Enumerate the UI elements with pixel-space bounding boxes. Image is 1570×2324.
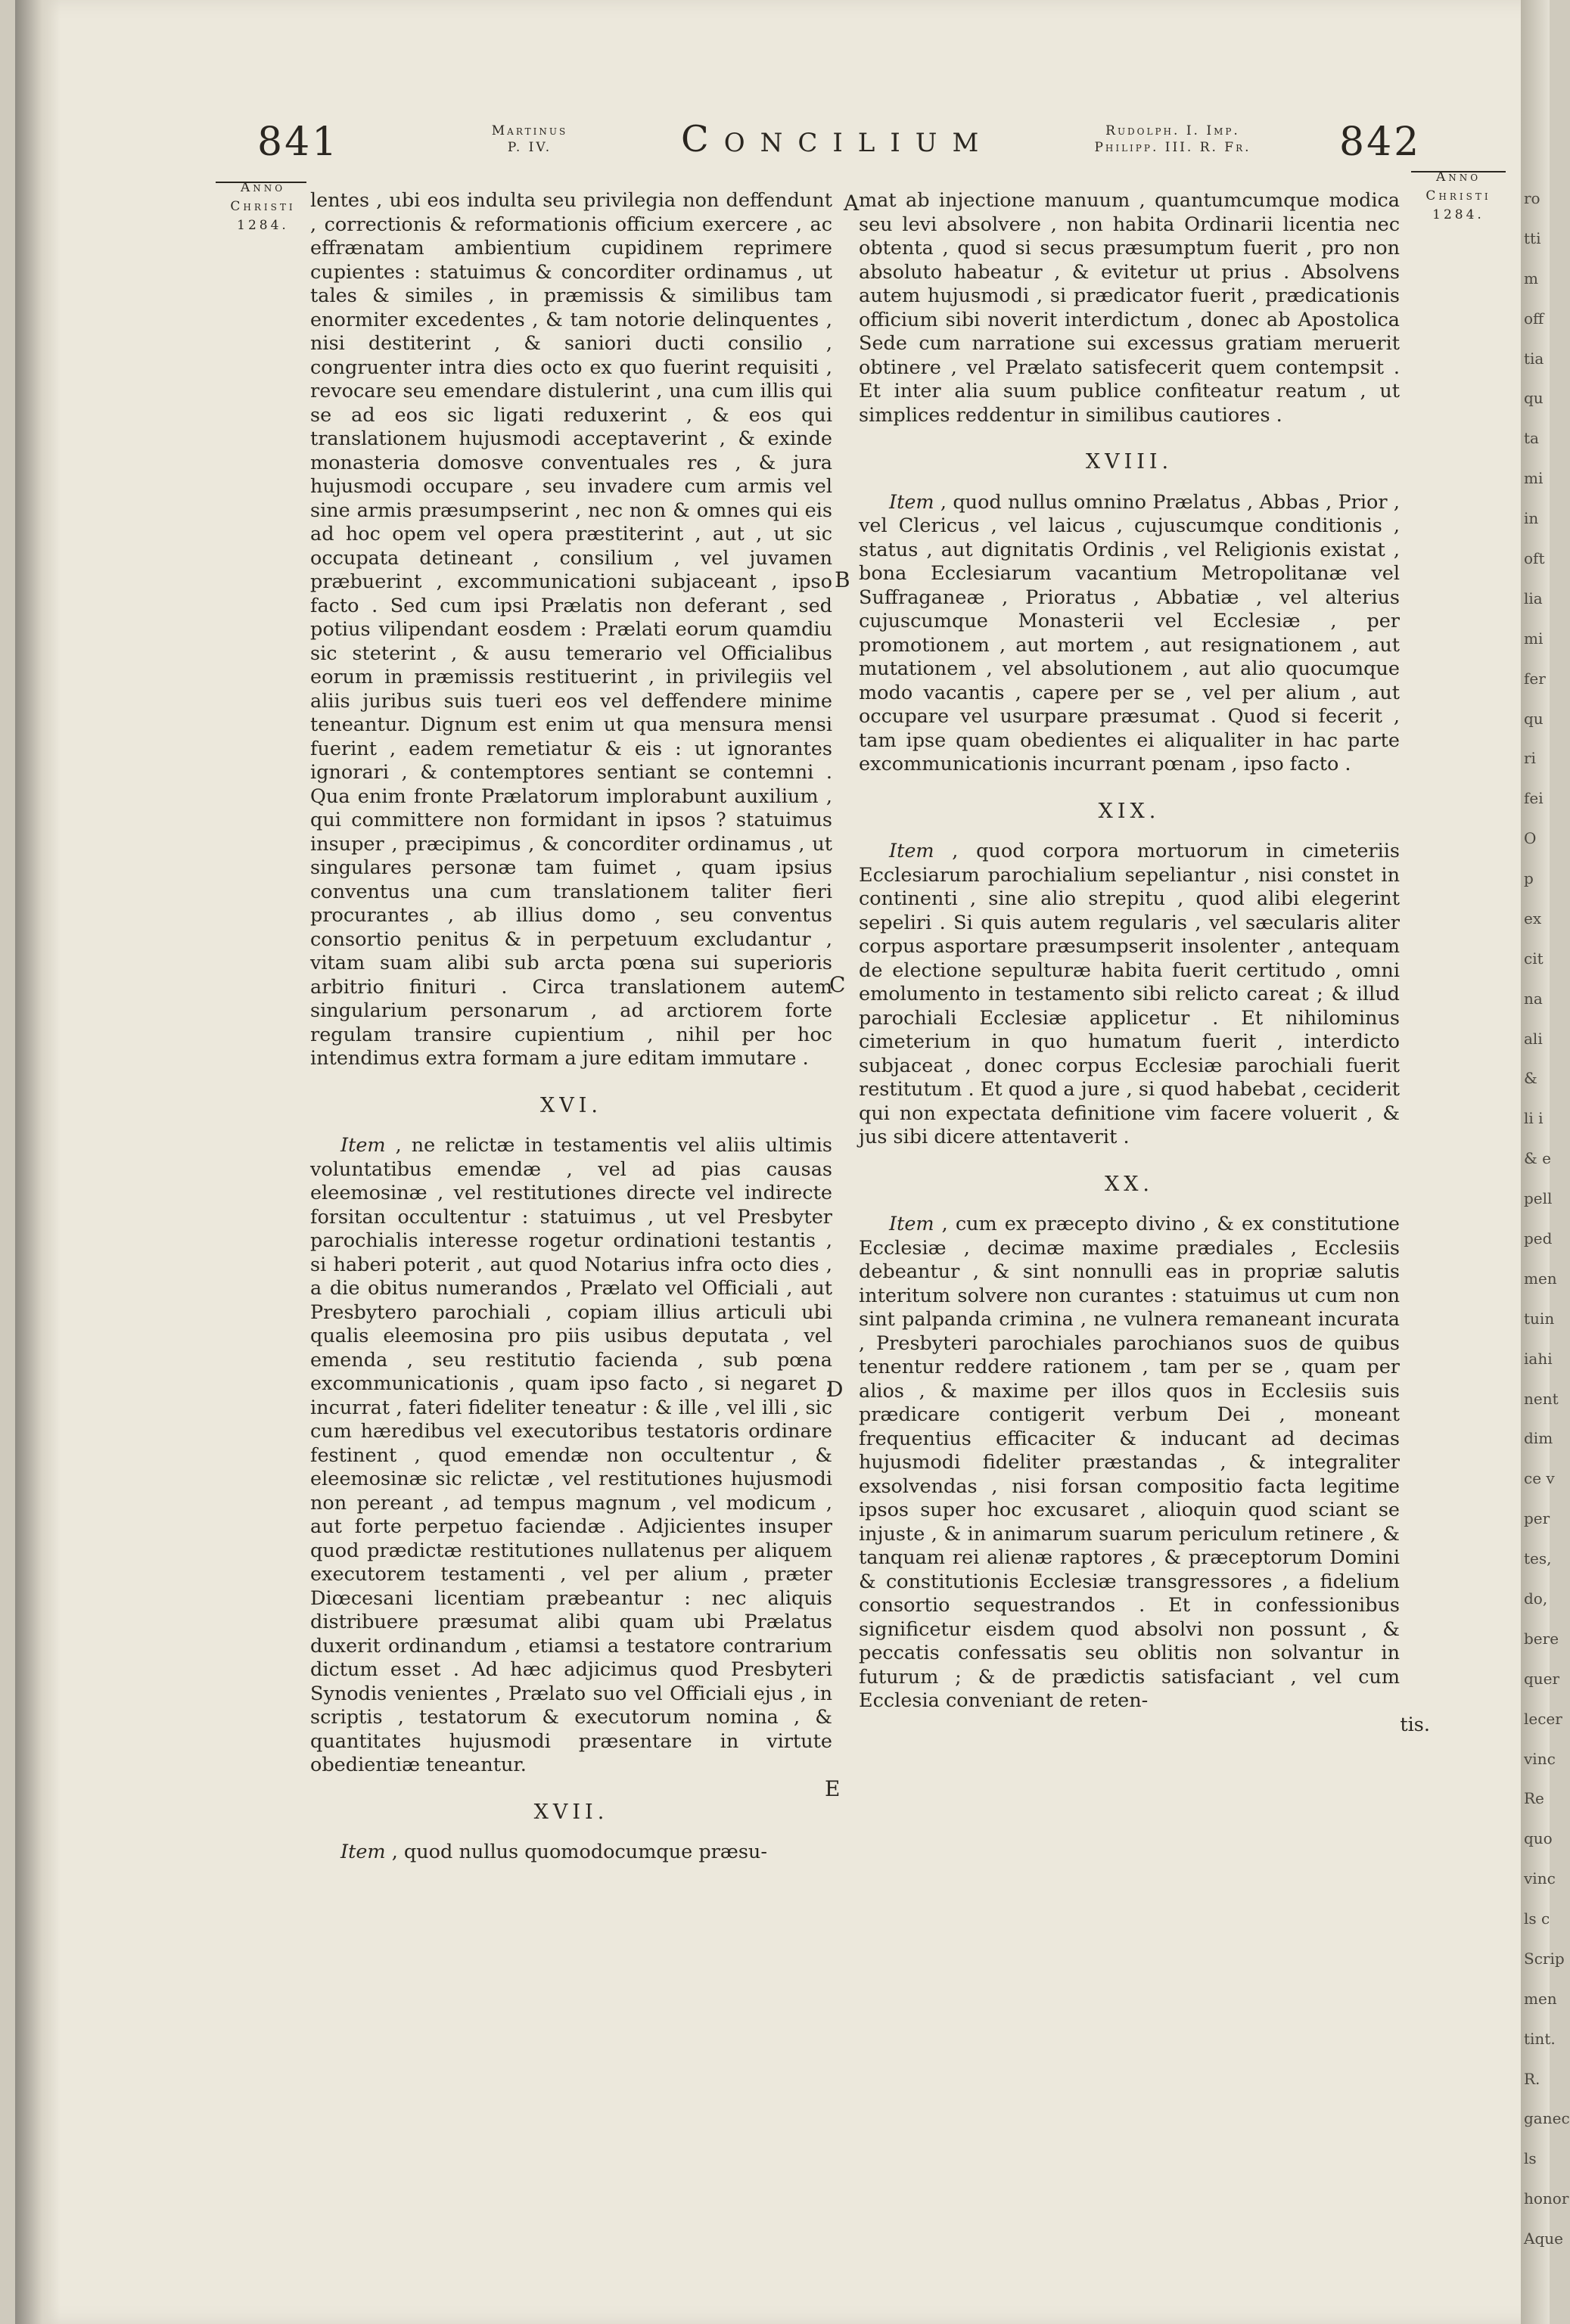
adjacent-page-fragment: & e	[1524, 1149, 1551, 1167]
adjacent-page-fragment: cit	[1524, 949, 1544, 968]
adjacent-page-fragment: ta	[1524, 429, 1539, 447]
adjacent-page-fragment: fer	[1524, 670, 1546, 688]
right-paragraph-2-text: , quod nullus omnino Prælatus , Abbas , Prior , vel Clericus , vel laicus , cujuscumque conditionis , status , aut dignitatis Ordinis , vel Religionis existat , bona Ecclesiarum vacantium Metropolitanæ vel Suffraganeæ , Prioratus , Abbatiæ , vel alterius cujuscumque Monasterii vel Ecclesiæ , per promotionem , aut mortem , aut resignationem , aut mutationem , vel absolutionem , aut alio quocumque modo vacantis , capere per se , vel per alium , aut occupare vel usurpare præsumat . Quod si fecerit , tam ipse quam obedientes ei aliqualiter in hac parte excommunicationis incurrant pœnam , ipso facto .	[859, 490, 1400, 775]
adjacent-page-fragment: in	[1524, 509, 1539, 527]
left-paragraph-2	[310, 1134, 832, 1778]
item-word: Item	[889, 490, 934, 514]
right-paragraph-3-text: , quod corpora mortuorum in cimeteriis Ecclesiarum parochialium sepeliantur , nisi constet in continenti , sine alio strepitu , quod alibi elegerint sepeliri . Si quis autem regularis , vel sæcularis aliter corpus asportare præsumpserit insolenter , antequam de electione sepulturæ habita fuerit certitudo , omni emolumento in testamento sibi relicto careat ; & illud parochiali Ecclesiæ applicetur . Et nihilominus cimeterium in quo humatum fuerit , interdicto subjaceat , donec corpus Ecclesiæ parochiali fuerit restitutum . Et quod a jure , si quod habebat , ceciderit qui non expectata definitione vim facere voluerit , & jus sibi dicere attentaverit .	[859, 840, 1400, 1148]
adjacent-page-fragment: Re	[1524, 1789, 1544, 1807]
section-letter-c: C	[829, 972, 846, 997]
adjacent-page-fragment: O	[1524, 829, 1537, 847]
adjacent-page-fragment: dim	[1524, 1429, 1553, 1447]
item-word: Item	[340, 1841, 386, 1863]
adjacent-page-edge	[1521, 0, 1570, 2324]
adjacent-page-fragment: ls	[1524, 2149, 1537, 2167]
adjacent-page-fragment: ro	[1524, 189, 1540, 207]
header-pope-number: P. IV.	[507, 140, 552, 155]
header-rulers	[1059, 123, 1286, 156]
adjacent-page-fragment: nent	[1524, 1390, 1559, 1408]
adjacent-page-fragment: m	[1524, 269, 1538, 287]
adjacent-page-fragment: bere	[1524, 1630, 1559, 1648]
right-paragraph-4	[859, 1213, 1400, 1713]
adjacent-page-fragment: vinc	[1524, 1750, 1556, 1768]
header-emperor: Rudolph. I. Imp.	[1105, 123, 1240, 138]
adjacent-page-fragment: mi	[1524, 629, 1544, 648]
adjacent-page-fragment: off	[1524, 309, 1544, 328]
header-title: Concilium	[681, 118, 994, 160]
section-heading-17: XVII.	[533, 1800, 609, 1824]
catchword: tis.	[1400, 1713, 1430, 1736]
adjacent-page-fragment: Aque	[1524, 2229, 1563, 2248]
adjacent-page-fragment: tia	[1524, 350, 1544, 368]
item-word: Item	[889, 840, 934, 862]
adjacent-page-fragment: qu	[1524, 710, 1544, 728]
adjacent-page-fragment: lia	[1524, 589, 1543, 607]
adjacent-page-fragment: li i	[1524, 1109, 1544, 1127]
right-paragraph-4-text: , cum ex præcepto divino , & ex constitutione Ecclesiæ , decimæ maxime prædiales , Ecclesiis debeantur , & sint nonnulli eas in propriæ salutis interitum solvere non curantes : statuimus ut cum non sint palpanda crimina , ne vulnera remaneant incurata , Presbyteri parochiales parochianos suos de quibus tenentur reddere rationem , tam per se , quam per alios , & maxime per illos quos in Ecclesiis suis prædicare contigerit verbum Dei , moneant frequentius efficaciter & inducant ad decimas hujusmodi fideliter præstandas , & integraliter exsolvendas , nisi forsan compositio facta legitime ipsos super hoc excusaret , alioquin quod sciant se injuste , & in animarum suarum periculum retinere , & tanquam rei alienæ raptores , & præceptorum Domini & constitutionis Ecclesiæ transgressores , a fidelium consortio sequestrandos . Et in confessionibus significetur eisdem quod absolvi non possunt , & peccatis confessatis seu oblitis non solvantur in futurum ; & de prædictis satisfaciant , vel cum Ecclesia conveniant de reten-	[859, 1213, 1400, 1712]
page-number-right: 842	[1339, 120, 1422, 165]
year-note-right-christi: Christi	[1425, 188, 1491, 204]
adjacent-page-fragment: pell	[1524, 1189, 1553, 1207]
adjacent-page-fragment: lecer	[1524, 1710, 1562, 1728]
section-heading-20: XX.	[1104, 1172, 1155, 1196]
adjacent-page-fragment: ex	[1524, 909, 1542, 927]
section-heading-18: XVIII.	[1085, 450, 1174, 474]
adjacent-page-fragment: quo	[1524, 1829, 1553, 1847]
left-paragraph-2-text: , ne relictæ in testamentis vel aliis ultimis voluntatibus emendæ , vel ad pias causas eleemosinæ , vel restitutiones directe vel indirecte forsitan occultentur : statuimus , ut vel Presbyter parochialis interesse rogetur ordinationi testantis , si haberi poterit , aut quod Notarius infra octo dies , a die obitus numerandos , Prælato vel Officiali , aut Presbytero parochiali , copiam illius articuli ubi qualis eleemosina pro piis usibus deputata , vel emenda , seu restitutio facienda , sub pœna excommunicationis , quam ipso facto , si negaret , incurrat , fateri fideliter teneatur : & ille , vel illi , sic cum hæredibus vel executoribus testatoris ordinare festinent , quod emendæ non occultentur , & eleemosinæ sic relictæ , vel restitutiones hujusmodi non pereant , ad tempus magnum , vel modicum , aut forte perpetuo faciendæ . Adjicientes insuper quod prædictæ restitutiones nullatenus per aliquem executorem testamenti , vel per alium , præter Diœcesani licentiam præbeantur : nec aliquis distribuere præsumat alibi quam ubi Prælatus duxerit ordinandum , etiamsi a testatore contrarium dictum esset . Ad hæc adjicimus quod Presbyteri Synodis venientes , Prælato suo vel Officiali ejus , in scriptis , testatorum & executorum nomina , & quantitates hujusmodi præsentare in virtute obedientiæ teneantur.	[310, 1134, 832, 1776]
adjacent-page-fragment: iahi	[1524, 1350, 1553, 1368]
section-heading-16: XVI.	[540, 1093, 602, 1117]
adjacent-page-fragment: vinc	[1524, 1869, 1556, 1887]
section-letter-e: E	[825, 1776, 841, 1801]
right-paragraph-1: mat ab injectione manuum , quantumcumque modica seu levi absolvere , non habita Ordinarii licentia nec obtenta , quod si secus præsumptum fuerit , pro non absoluto habeatur , & evitetur ut prius . Absolvens autem hujusmodi , si prædicator fuerit , prædicationis officium sibi noverit interdictum , donec ab Apostolica Sede cum narratione sui excessus gratiam meruerit obtinere , vel Prælato satisfecerit quem contempsit . Et inter alia suum publice confiteatur reatum , ut simplices reddentur in similibus cautiores .	[859, 189, 1400, 427]
adjacent-page-fragment: ali	[1524, 1030, 1543, 1048]
right-column	[859, 189, 1430, 1737]
adjacent-page-fragment: tti	[1524, 229, 1541, 247]
adjacent-page-fragment: men	[1524, 1269, 1557, 1288]
adjacent-page-fragment: R.	[1524, 2070, 1540, 2088]
adjacent-page-fragment: na	[1524, 990, 1543, 1008]
header-pope-name: Martinus	[491, 123, 568, 138]
adjacent-page-fragment: fei	[1524, 789, 1544, 807]
section-letter-d: D	[826, 1377, 844, 1402]
adjacent-page-fragment: honor	[1524, 2189, 1569, 2207]
adjacent-page-fragment: per	[1524, 1509, 1550, 1527]
year-note-right-year: 1284.	[1432, 207, 1485, 222]
item-word: Item	[340, 1134, 386, 1157]
adjacent-page-fragment: quer	[1524, 1670, 1560, 1688]
adjacent-page-fragment: p	[1524, 869, 1534, 887]
adjacent-page-fragment: tes,	[1524, 1549, 1552, 1567]
adjacent-page-fragment: men	[1524, 1990, 1557, 2008]
adjacent-page-fragment: ri	[1524, 749, 1536, 767]
section-letter-b: B	[835, 567, 850, 592]
year-note-left-anno: Anno	[240, 180, 286, 195]
page-number-left: 841	[257, 120, 340, 165]
right-paragraph-2	[859, 491, 1400, 777]
section-heading-19: XIX.	[1098, 799, 1161, 823]
adjacent-page-fragment: ganec	[1524, 2109, 1570, 2127]
year-note-left	[216, 179, 310, 235]
adjacent-page-fragment: qu	[1524, 389, 1544, 407]
left-paragraph-3-text: , quod nullus quomodocumque præsu-	[385, 1841, 767, 1863]
adjacent-page-fragment: Scrip	[1524, 1950, 1565, 1968]
header-pope	[454, 123, 605, 156]
running-head	[0, 113, 1550, 174]
adjacent-page-fragment: ped	[1524, 1229, 1553, 1247]
year-note-right-anno: Anno	[1435, 169, 1481, 185]
adjacent-page-fragment: do,	[1524, 1589, 1548, 1608]
left-paragraph-3	[310, 1841, 832, 1865]
year-note-right	[1411, 168, 1506, 225]
year-note-left-year: 1284.	[237, 218, 289, 233]
gutter-shadow	[15, 0, 61, 2324]
year-note-left-christi: Christi	[230, 199, 296, 214]
adjacent-page-fragment: ls c	[1524, 1909, 1550, 1928]
right-paragraph-3	[859, 840, 1400, 1150]
adjacent-page-fragment: tuin	[1524, 1310, 1555, 1328]
adjacent-page-fragment: ce v	[1524, 1469, 1555, 1487]
adjacent-page-fragment: mi	[1524, 469, 1544, 487]
item-word: Item	[889, 1213, 934, 1235]
left-paragraph-1: lentes , ubi eos indulta seu privilegia non deffendunt , correctionis & reformationis officium exercere , ac effrænatam ambientium cupidinem reprimere cupientes : statuimus & concorditer ordinamus , ut tales & similes , in præmissis & similibus tam enormiter excedentes , & tam notorie delinquentes , nisi destiterint , & saniori ducti consilio , congruenter intra dies octo ex quo fuerint requisiti , revocare seu emendare distulerint , una cum illis qui se ad eos sic ligati reduxerint , & eos qui translationem hujusmodi acceptaverint , & exinde monasteria domosve conventuales res , & jura hujusmodi occupare , seu invadere cum armis vel sine armis præsumpserint , nec non & omnes qui eis ad hoc opem vel opera præstiterint , aut , ut sic occupata detineant , consilium , vel juvamen præbuerint , excommunicationi subjaceant , ipso facto . Sed cum ipsi Prælatis non deferant , sed potius vilipendant eosdem : Prælati eorum quamdiu sic steterint , & ausu temerario vel Officialibus eorum in præmissis restituerint , in privilegiis vel aliis juribus suis tueri eos vel deffendere minime teneantur. Dignum est enim ut qua mensura mensi fuerint , eadem remetiatur & eis : ut ignorantes ignorari , & contemptores sentiant se contemni . Qua enim fronte Prælatorum implorabunt auxilium , qui committere non formidant in ipsos ? statuimus insuper , præcipimus , & concorditer ordinamus , ut singulares personæ tam fuimet , quam ipsius conventus una cum translationem taliter fieri procurantes , ab illius domo , seu conventus consortio penitus & in perpetuum excludantur , vitam suam alibi sub arcta pœna sui superioris arbitrio finituri . Circa translationem autem singularium personarum , ad arctiorem forte regulam transire cupientium , nihil per hoc intendimus extra formam a jure editam immutare .	[310, 189, 832, 1070]
adjacent-page-fragment: tint.	[1524, 2030, 1556, 2048]
left-column	[310, 189, 832, 1865]
adjacent-page-fragment: oft	[1524, 549, 1545, 567]
adjacent-page-fragment: &	[1524, 1069, 1537, 1087]
header-king: Philipp. III. R. Fr.	[1094, 140, 1251, 155]
section-letter-a: A	[844, 191, 860, 216]
